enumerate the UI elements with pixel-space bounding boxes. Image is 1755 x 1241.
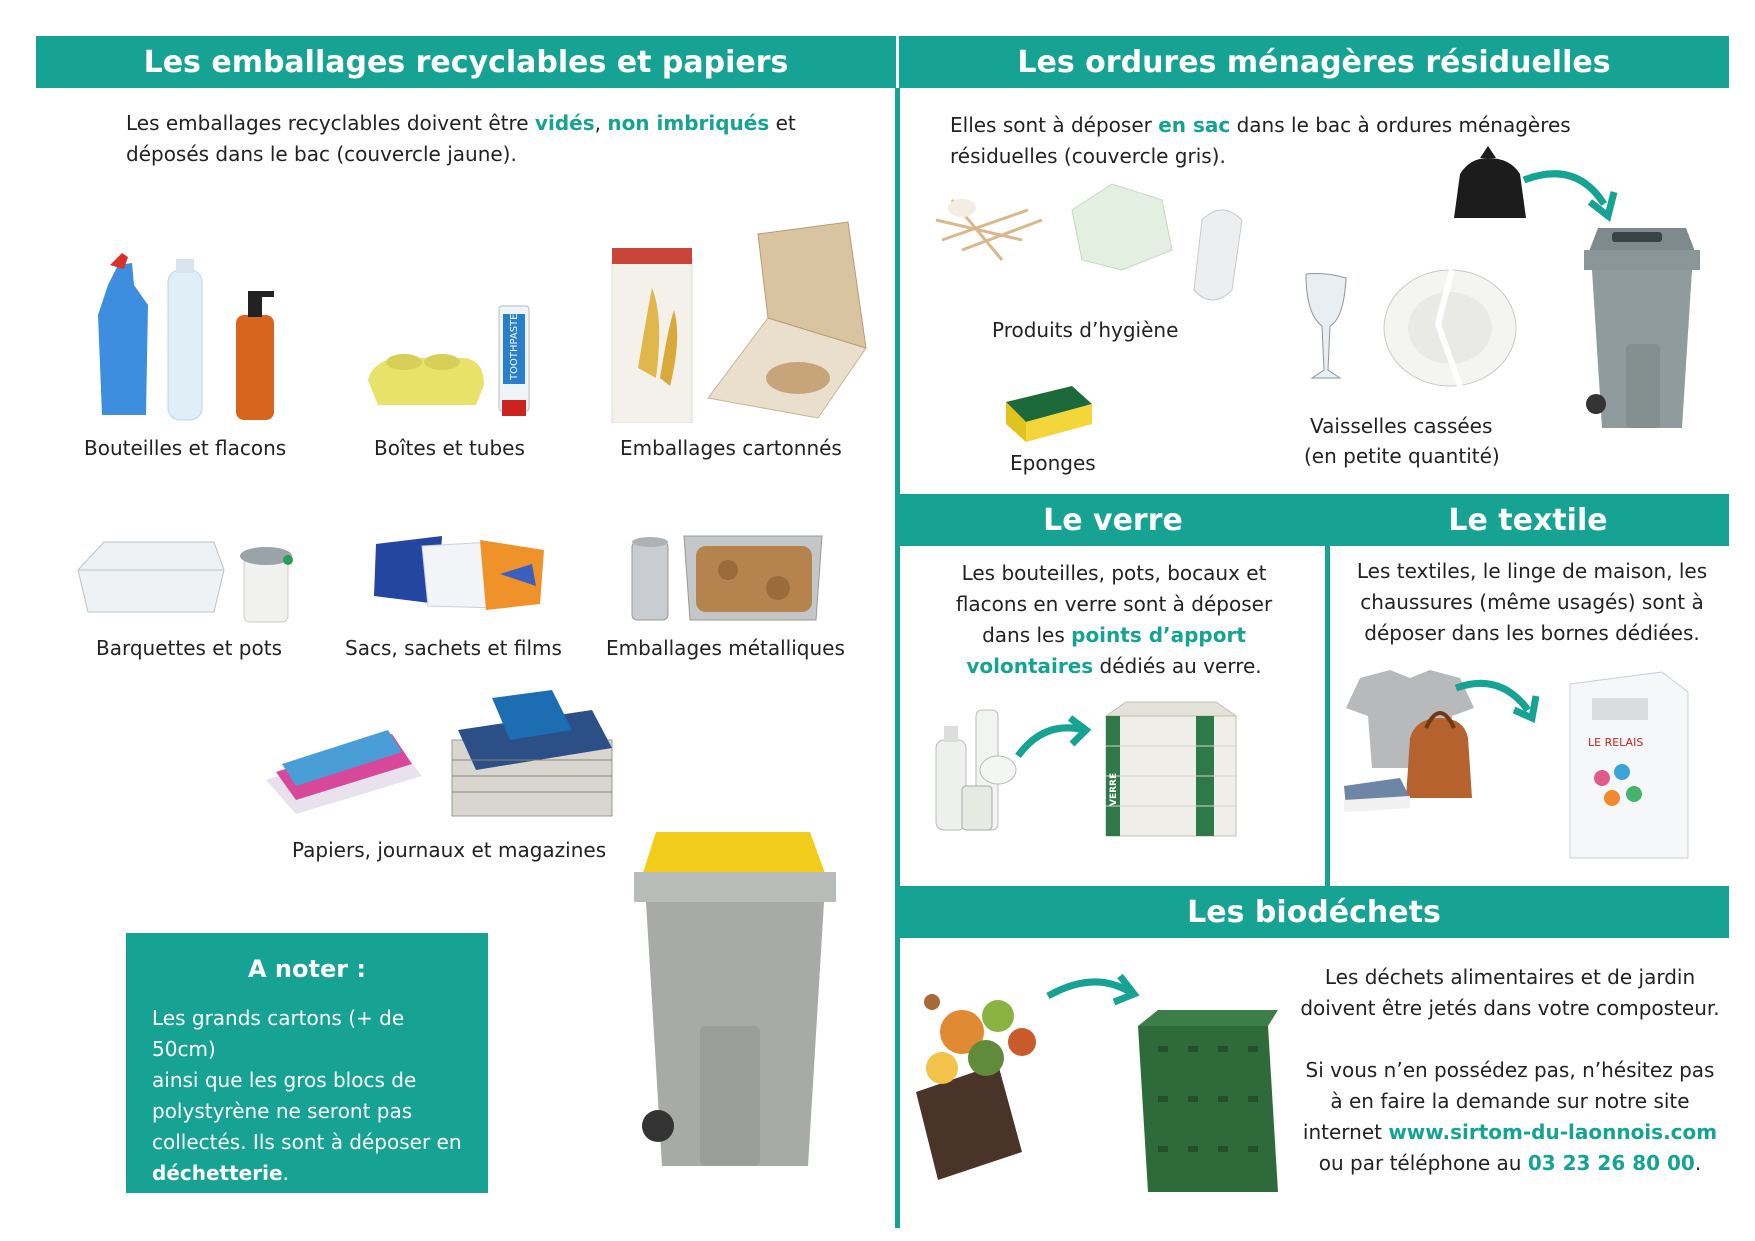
label-emballages-cartonnes: Emballages cartonnés [620,436,842,460]
label-vaisselles: Vaisselles cassées [1310,414,1493,438]
label-barquettes-pots: Barquettes et pots [96,636,282,660]
black-bag-image [1450,144,1530,222]
textile-text: Les textiles, le linge de maison, les chaussures (même usagés) sont à déposer dans les bornes dédiées. [1356,559,1708,645]
glass-container-text: VERRE [1109,772,1119,806]
label-petite-quantite: (en petite quantité) [1304,444,1500,468]
recyclables-header-text: Les emballages recyclables et papiers [143,44,789,80]
glass-textile-divider [1325,546,1330,886]
metal-packaging-image [628,530,828,625]
hygiene-products-image [932,180,1262,310]
note-title: A noter : [247,955,367,983]
label-emballages-metalliques: Emballages métalliques [606,636,845,660]
grey-bin-image [1582,224,1702,434]
glass-header [899,494,1327,546]
note-box [126,933,488,1193]
broken-dishes-image [1300,264,1520,394]
residual-header [899,36,1729,88]
highlight-points-apport: points d’apport [1071,623,1246,647]
glass-items-image [932,700,1022,840]
label-boites-tubes: Boîtes et tubes [374,436,525,460]
residual-header-text: Les ordures ménagères résiduelles [1017,44,1611,80]
tube-text: TOOTHPASTE [509,313,520,380]
label-produits-hygiene: Produits d’hygiène [992,318,1179,342]
label-sacs-films: Sacs, sachets et films [345,636,562,660]
note-highlight: déchetterie [152,1161,283,1185]
sponge-image [1002,376,1094,448]
yellow-bin-image [630,826,840,1176]
note-body: Les grands cartons (+ de 50cm) ainsi que les gros blocs de polystyrène ne seront pas collectés. Ils sont à déposer en déchetterie. [152,1006,462,1185]
recyclables-intro: Les emballages recyclables doivent être vidés, non imbriqués et déposés dans le bac (couvercle jaune). [126,111,796,166]
highlight-vides: vidés [534,111,595,135]
bio-header-text: Les biodéchets [1187,894,1441,930]
center-divider [895,88,900,1228]
glass-text: Les bouteilles, pots, bocaux et flacons en verre sont à déposer dans les points d’apport volontaires dédiés au verre. [955,561,1273,678]
textile-header [1327,494,1729,546]
label-eponges: Eponges [1010,451,1096,475]
bottles-image [88,245,288,425]
textile-bin-image [1562,668,1692,864]
bio-header [899,886,1729,938]
bio-text: Les déchets alimentaires et de jardin doivent être jetés dans votre composteur. Si vous n’en possédez pas, n’hésitez pas à en faire la demande sur notre site internet www.sirtom-du-laonnois.com ou par téléphone au 03 23 26 80 00. [1300,965,1720,1175]
phone-number[interactable]: 03 23 26 80 00 [1527,1151,1695,1175]
textile-bin-brand: LE RELAIS [1588,736,1644,749]
bags-films-image [372,534,552,614]
recyclables-header [36,36,896,88]
highlight-non-imbriques: non imbriqués [607,111,770,135]
textile-header-text: Le textile [1448,502,1608,538]
label-bouteilles: Bouteilles et flacons [84,436,287,460]
residual-intro: Elles sont à déposer en sac dans le bac à ordures ménagères résiduelles (couvercle gris). [950,113,1571,168]
boxes-tubes-image [364,300,544,425]
arrow-to-grey-bin-icon [1520,160,1620,230]
arrow-to-glass-container-icon [1014,712,1094,762]
carton-packaging-image [608,218,868,423]
highlight-volontaires: volontaires [966,654,1094,678]
composter-image [1128,1006,1288,1196]
label-papiers: Papiers, journaux et magazines [292,838,607,862]
highlight-en-sac: en sac [1158,113,1231,137]
glass-header-text: Le verre [1043,502,1183,538]
glass-container-image [1096,696,1246,846]
trays-pots-image [74,530,304,630]
arrow-to-textile-bin-icon [1452,672,1542,726]
papers-magazines-image [262,690,622,820]
website-link[interactable]: www.sirtom-du-laonnois.com [1388,1120,1718,1144]
